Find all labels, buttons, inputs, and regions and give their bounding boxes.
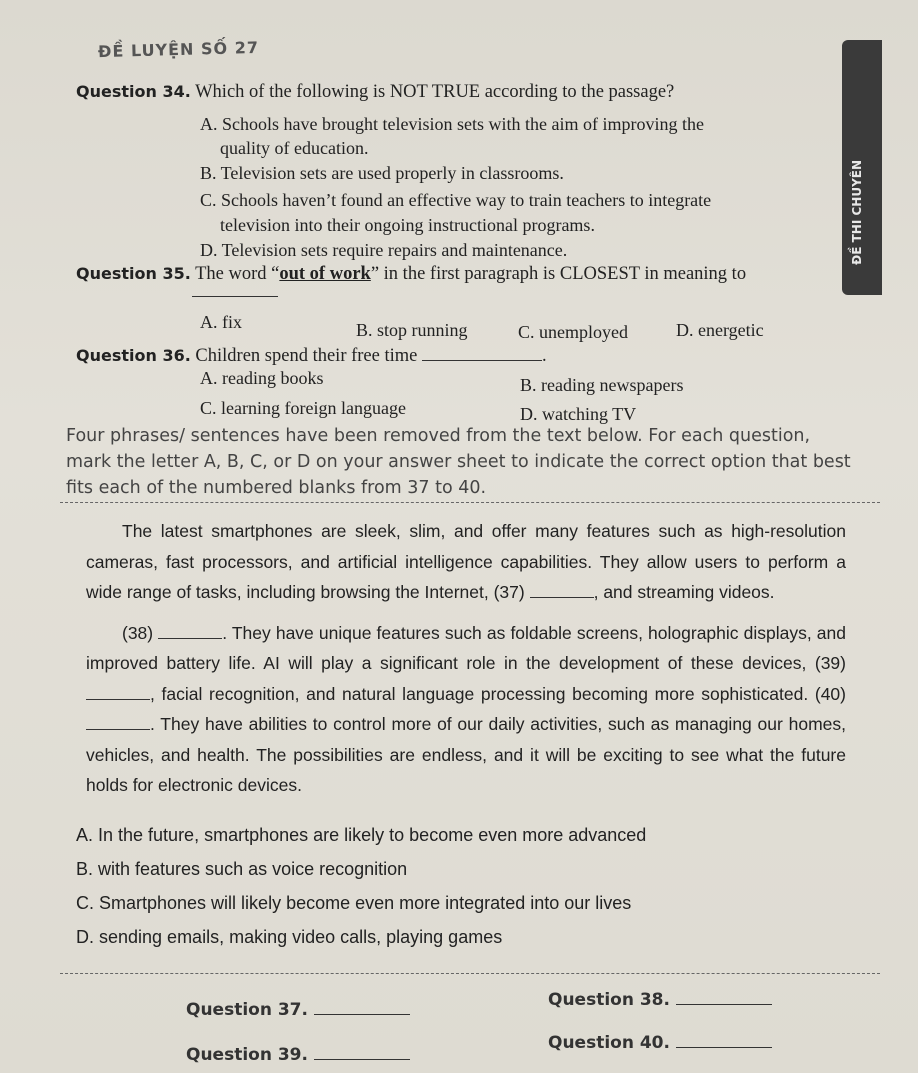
answer-38-label: Question 38. (548, 990, 670, 1010)
answer-37 (186, 1000, 410, 1020)
question-34 (76, 82, 674, 103)
q36-option-c: C. learning foreign language (200, 398, 406, 418)
answer-40-label: Question 40. (548, 1033, 670, 1053)
blank-40 (86, 715, 150, 730)
choice-a: A. In the future, smartphones are likely to become even more advanced (76, 825, 647, 845)
q34-option-c-cont: television into their ongoing instructional programs. (220, 215, 595, 235)
question-34-label: Question 34. (76, 82, 191, 101)
choice-b: B. with features such as voice recognition (76, 859, 408, 879)
side-tab (842, 40, 882, 295)
question-36: Question 36. Children spend their free time . (76, 346, 547, 366)
q36-option-a: A. reading books (200, 368, 324, 388)
blank-37 (530, 583, 594, 598)
answer-40 (548, 1033, 772, 1053)
choice-c: C. Smartphones will likely become even more integrated into our lives (76, 893, 632, 913)
question-35-stem-post: ” in the first paragraph is CLOSEST in meaning to (370, 264, 747, 284)
q34-option-a-cont: quality of education. (220, 138, 369, 158)
question-36-stem: Children spend their free time (195, 346, 418, 366)
answer-40-blank[interactable] (676, 1033, 772, 1048)
blank-39 (86, 685, 150, 700)
q35-option-d: D. energetic (676, 320, 764, 340)
blank-38 (158, 624, 222, 639)
question-36-label: Question 36. (76, 346, 191, 365)
passage-p2-part1: . They have unique features such as foldable screens, holographic displays, and improved battery life. AI will play a significant role in the development of these devices, (39) (86, 622, 846, 673)
q36-option-b: B. reading newspapers (520, 375, 684, 395)
q34-option-b: B. Television sets are used properly in classrooms. (200, 163, 564, 183)
q36-option-d: D. watching TV (520, 404, 637, 424)
question-35-label: Question 35. (76, 264, 191, 283)
answer-37-label: Question 37. (186, 1000, 308, 1020)
answer-37-blank[interactable] (314, 1000, 410, 1015)
q36-blank (422, 346, 542, 361)
side-tab-label: ĐỀ THI CHUYÊN (850, 160, 864, 265)
answer-39 (186, 1045, 410, 1065)
question-35-stem-pre: The word “ (195, 264, 280, 284)
q34-option-d: D. Television sets require repairs and maintenance. (200, 240, 568, 260)
question-35 (76, 264, 746, 285)
choice-list (76, 818, 866, 954)
choice-d: D. sending emails, making video calls, playing games (76, 927, 503, 947)
answer-38 (548, 990, 772, 1010)
passage-p1-part1: The latest smartphones are sleek, slim, and offer many features such as high-resolution cameras, fast processors, and artificial intelligence capabilities. They allow users to perform a wide range of tasks, including browsing the Internet, (37) (86, 521, 846, 602)
passage (86, 516, 846, 801)
passage-p2-part3: . They have abilities to control more of our daily activities, such as managing our homes, vehicles, and health. The possibilities are endless, and it will be exciting to see what the future holds for electronic devices. (86, 714, 846, 795)
section-instructions: Four phrases/ sentences have been removed from the text below. For each question, mark the letter A, B, C, or D on your answer sheet to indicate the correct option that best fits each of the numbered blanks from 37 to 40. (66, 426, 851, 498)
q35-option-c: C. unemployed (518, 322, 628, 342)
q34-option-c: C. Schools haven’t found an effective way to train teachers to integrate (200, 190, 712, 210)
page-header: ĐỀ LUYỆN SỐ 27 (97, 37, 260, 62)
q35-option-b: B. stop running (356, 320, 468, 340)
passage-p2-part2: , facial recognition, and natural language processing becoming more sophisticated. (40) (150, 683, 846, 704)
answer-39-blank[interactable] (314, 1045, 410, 1060)
question-34-stem: Which of the following is NOT TRUE according to the passage? (195, 82, 675, 102)
answer-38-blank[interactable] (676, 990, 772, 1005)
q35-blank (192, 296, 278, 297)
passage-p1-part2: , and streaming videos. (593, 582, 775, 602)
passage-p2-label-38: (38) (122, 622, 154, 643)
q34-option-a: A. Schools have brought television sets with the aim of improving the (200, 114, 704, 134)
question-35-keyword: out of work (279, 264, 371, 284)
answer-39-label: Question 39. (186, 1045, 308, 1065)
q35-option-a: A. fix (200, 312, 242, 332)
